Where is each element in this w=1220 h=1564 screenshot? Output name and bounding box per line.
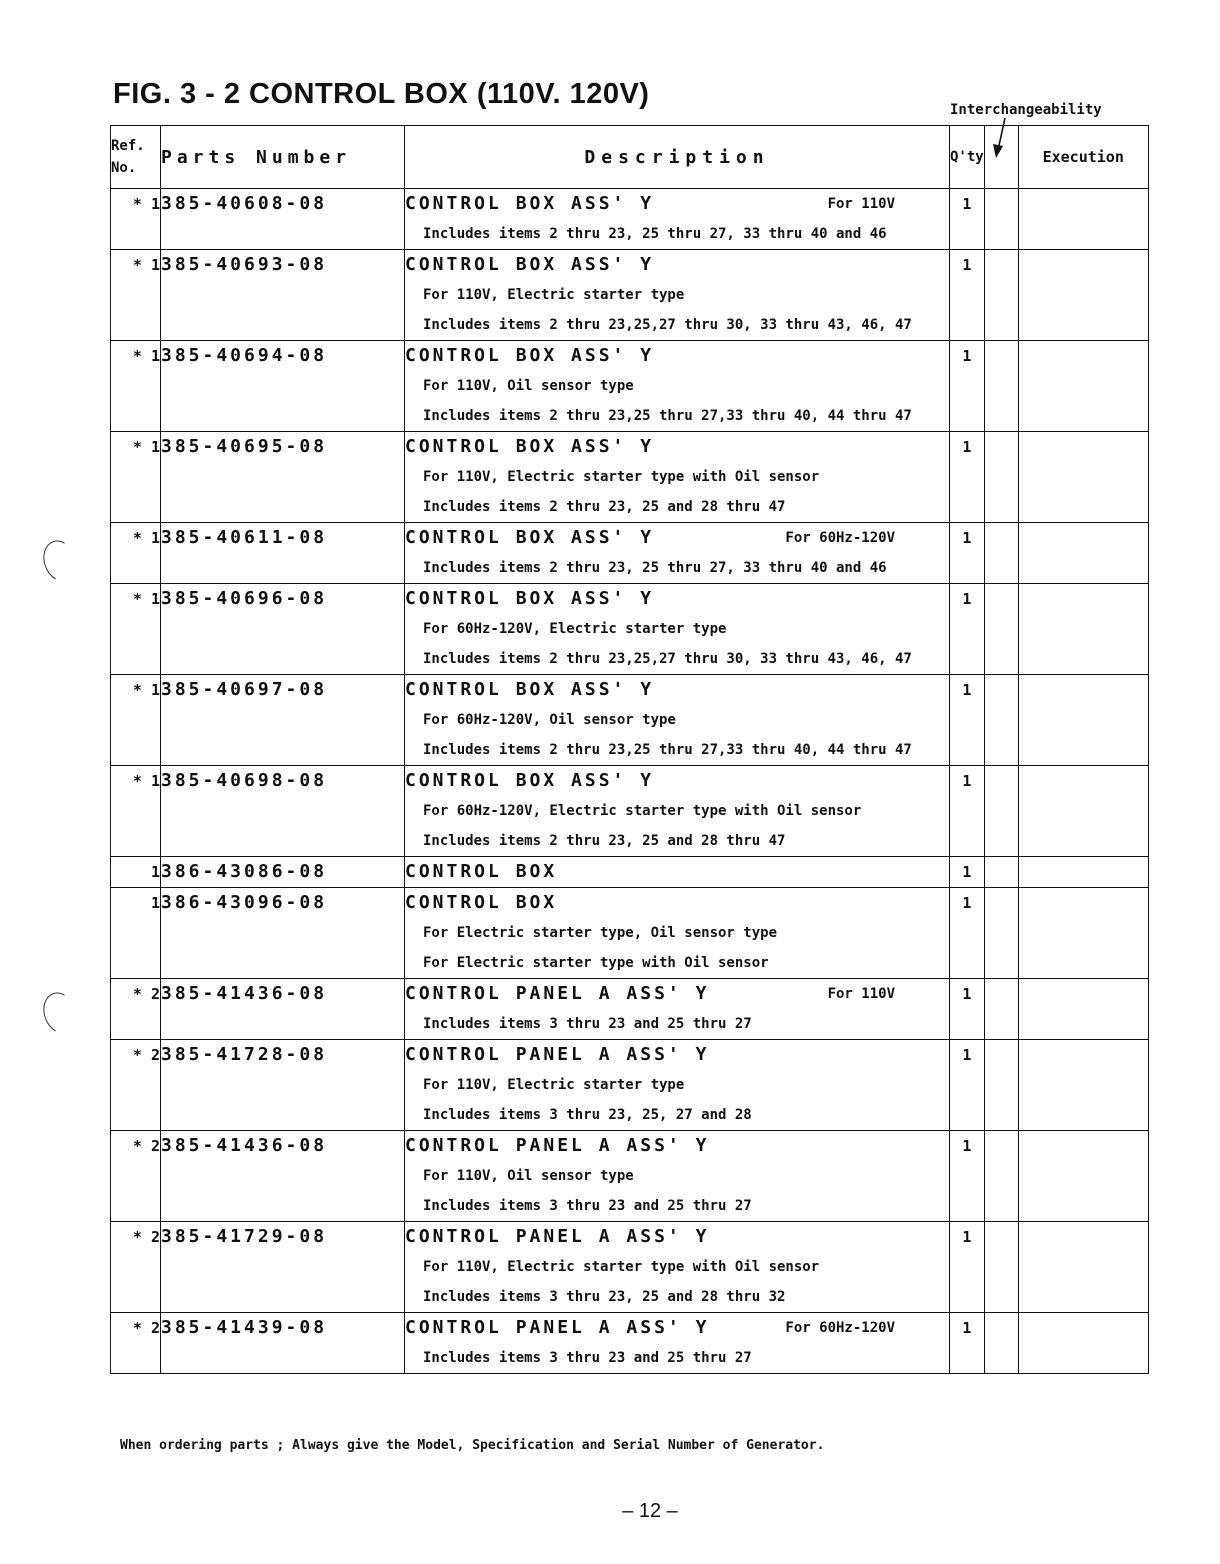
description-detail-line: For 110V, Electric starter type with Oil sensor [423, 469, 820, 485]
description-cell [405, 432, 950, 523]
description-cell [405, 675, 950, 766]
description-cell [405, 979, 950, 1040]
part-number-cell: 385-40694-08 [161, 341, 405, 432]
ref-number-cell: * 2 [111, 1040, 161, 1131]
part-number-cell: 385-41436-08 [161, 1131, 405, 1222]
execution-cell [1018, 1222, 1148, 1313]
description-title [405, 1313, 949, 1343]
qty-cell: 1 [950, 1040, 985, 1131]
qty-cell: 1 [950, 857, 985, 888]
description-title-text: CONTROL PANEL A ASS' Y [405, 1044, 710, 1065]
description-title [405, 857, 949, 887]
description-detail-line: Includes items 2 thru 23, 25 thru 27, 33 thru 40 and 46 [423, 560, 887, 576]
description-detail-line: Includes items 2 thru 23,25,27 thru 30, 33 thru 43, 46, 47 [423, 317, 912, 333]
description-detail-line: For 110V, Oil sensor type [423, 378, 634, 394]
part-number-cell: 385-40611-08 [161, 523, 405, 584]
interchangeability-cell [984, 250, 1018, 341]
qty-cell: 1 [950, 523, 985, 584]
execution-cell [1018, 766, 1148, 857]
part-number-cell: 385-40608-08 [161, 189, 405, 250]
header-ref-no: Ref. No. [111, 126, 161, 189]
description-title [405, 584, 949, 614]
description-title [405, 1222, 949, 1252]
execution-cell [1018, 432, 1148, 523]
header-description: Description [405, 126, 950, 189]
description-title-text: CONTROL BOX ASS' Y [405, 679, 655, 700]
description-title [405, 189, 949, 219]
table-row [111, 888, 1149, 979]
parts-table [110, 125, 1149, 1374]
qty-cell: 1 [950, 189, 985, 250]
interchangeability-label: Interchangeability [950, 102, 1102, 118]
description-title-text: CONTROL BOX ASS' Y [405, 588, 655, 609]
description-cell [405, 189, 950, 250]
execution-cell [1018, 1131, 1148, 1222]
description-detail-line: Includes items 3 thru 23 and 25 thru 27 [423, 1350, 752, 1366]
description-title [405, 675, 949, 705]
description-title-text: CONTROL BOX ASS' Y [405, 254, 655, 275]
ref-number-cell: * 1 [111, 584, 161, 675]
voltage-note: For 110V [827, 196, 895, 212]
description-title-text: CONTROL PANEL A ASS' Y [405, 1135, 710, 1156]
execution-cell [1018, 584, 1148, 675]
description-cell [405, 857, 950, 888]
description-title-text: CONTROL BOX ASS' Y [405, 345, 655, 366]
qty-cell: 1 [950, 432, 985, 523]
qty-cell: 1 [950, 1313, 985, 1374]
qty-cell: 1 [950, 766, 985, 857]
table-row [111, 1222, 1149, 1313]
page-title: FIG. 3 - 2 CONTROL BOX (110V. 120V) [113, 78, 650, 110]
description-detail-line: Includes items 3 thru 23 and 25 thru 27 [423, 1016, 752, 1032]
description-detail-line: For 110V, Electric starter type with Oil sensor [423, 1259, 820, 1275]
description-title-text: CONTROL BOX ASS' Y [405, 770, 655, 791]
description-title [405, 766, 949, 796]
part-number-cell: 385-40693-08 [161, 250, 405, 341]
description-detail-line: Includes items 2 thru 23, 25 thru 27, 33 thru 40 and 46 [423, 226, 887, 242]
description-detail-line: For 110V, Electric starter type [423, 287, 685, 303]
description-title [405, 979, 949, 1009]
description-detail-line: Includes items 2 thru 23, 25 and 28 thru 47 [423, 833, 786, 849]
table-row [111, 341, 1149, 432]
execution-cell [1018, 888, 1148, 979]
ref-number-cell: * 1 [111, 341, 161, 432]
interchangeability-cell [984, 766, 1018, 857]
description-detail-line: For 60Hz-120V, Electric starter type [423, 621, 727, 637]
description-detail-line: For Electric starter type, Oil sensor type [423, 925, 778, 941]
voltage-note: For 60Hz-120V [785, 530, 895, 546]
interchangeability-cell [984, 857, 1018, 888]
table-row [111, 432, 1149, 523]
description-title [405, 1040, 949, 1070]
execution-cell [1018, 523, 1148, 584]
qty-cell: 1 [950, 1131, 985, 1222]
description-title-text: CONTROL PANEL A ASS' Y [405, 983, 710, 1004]
table-header-row [111, 126, 1149, 189]
description-detail-line: Includes items 2 thru 23, 25 and 28 thru 47 [423, 499, 786, 515]
table-row [111, 675, 1149, 766]
description-detail-line: Includes items 2 thru 23,25 thru 27,33 thru 40, 44 thru 47 [423, 742, 912, 758]
part-number-cell: 385-40698-08 [161, 766, 405, 857]
interchangeability-cell [984, 1313, 1018, 1374]
description-title [405, 1131, 949, 1161]
description-title-text: CONTROL BOX [405, 892, 558, 913]
interchangeability-cell [984, 432, 1018, 523]
description-title [405, 888, 949, 918]
qty-cell: 1 [950, 1222, 985, 1313]
part-number-cell: 385-40696-08 [161, 584, 405, 675]
ref-number-cell: * 1 [111, 766, 161, 857]
ref-number-cell: * 1 [111, 432, 161, 523]
description-title-text: CONTROL PANEL A ASS' Y [405, 1317, 710, 1338]
description-title [405, 523, 949, 553]
execution-cell [1018, 250, 1148, 341]
description-cell [405, 1313, 950, 1374]
execution-cell [1018, 675, 1148, 766]
interchangeability-cell [984, 888, 1018, 979]
header-parts-number: Parts Number [161, 126, 405, 189]
description-title [405, 250, 949, 280]
description-title-text: CONTROL PANEL A ASS' Y [405, 1226, 710, 1247]
interchangeability-cell [984, 1040, 1018, 1131]
ordering-note: When ordering parts ; Always give the Model, Specification and Serial Number of Generator. [120, 1438, 825, 1453]
qty-cell: 1 [950, 675, 985, 766]
interchangeability-cell [984, 584, 1018, 675]
ref-number-cell: 1 [111, 857, 161, 888]
table-row [111, 250, 1149, 341]
table-row [111, 584, 1149, 675]
ref-number-cell: * 1 [111, 250, 161, 341]
header-execution: Execution [1018, 126, 1148, 189]
part-number-cell: 385-40697-08 [161, 675, 405, 766]
part-number-cell: 385-41728-08 [161, 1040, 405, 1131]
interchangeability-cell [984, 341, 1018, 432]
interchangeability-cell [984, 189, 1018, 250]
description-detail-line: Includes items 3 thru 23 and 25 thru 27 [423, 1198, 752, 1214]
voltage-note: For 110V [827, 986, 895, 1002]
interchangeability-cell [984, 979, 1018, 1040]
qty-cell: 1 [950, 979, 985, 1040]
description-detail-line: Includes items 2 thru 23,25 thru 27,33 thru 40, 44 thru 47 [423, 408, 912, 424]
execution-cell [1018, 1313, 1148, 1374]
ref-number-cell: * 2 [111, 979, 161, 1040]
description-detail-line: Includes items 3 thru 23, 25 and 28 thru 32 [423, 1289, 786, 1305]
header-qty: Q'ty [950, 126, 985, 189]
interchangeability-cell [984, 1222, 1018, 1313]
interchangeability-cell [984, 675, 1018, 766]
table-row [111, 1040, 1149, 1131]
qty-cell: 1 [950, 250, 985, 341]
ref-number-cell: 1 [111, 888, 161, 979]
description-cell [405, 1222, 950, 1313]
binder-hole-mark [38, 536, 82, 586]
table-row [111, 189, 1149, 250]
description-title-text: CONTROL BOX ASS' Y [405, 436, 655, 457]
description-detail-line: For Electric starter type with Oil sensor [423, 955, 769, 971]
execution-cell [1018, 189, 1148, 250]
part-number-cell: 386-43096-08 [161, 888, 405, 979]
description-detail-line: For 60Hz-120V, Oil sensor type [423, 712, 676, 728]
part-number-cell: 385-41439-08 [161, 1313, 405, 1374]
execution-cell [1018, 1040, 1148, 1131]
table-row [111, 523, 1149, 584]
description-detail-line: For 110V, Electric starter type [423, 1077, 685, 1093]
description-cell [405, 523, 950, 584]
voltage-note: For 60Hz-120V [785, 1320, 895, 1336]
execution-cell [1018, 341, 1148, 432]
description-cell [405, 584, 950, 675]
qty-cell: 1 [950, 341, 985, 432]
part-number-cell: 386-43086-08 [161, 857, 405, 888]
execution-cell [1018, 857, 1148, 888]
description-detail-line: For 60Hz-120V, Electric starter type with Oil sensor [423, 803, 862, 819]
qty-cell: 1 [950, 888, 985, 979]
binder-hole-mark [38, 988, 82, 1038]
table-row [111, 1313, 1149, 1374]
description-cell [405, 1131, 950, 1222]
page-number: – 12 – [622, 1500, 678, 1522]
description-title-text: CONTROL BOX [405, 861, 558, 882]
ref-number-cell: * 2 [111, 1313, 161, 1374]
ref-number-cell: * 1 [111, 523, 161, 584]
ref-number-cell: * 2 [111, 1222, 161, 1313]
execution-cell [1018, 979, 1148, 1040]
description-cell [405, 341, 950, 432]
interchangeability-cell [984, 523, 1018, 584]
description-cell [405, 888, 950, 979]
description-title-text: CONTROL BOX ASS' Y [405, 193, 655, 214]
part-number-cell: 385-41436-08 [161, 979, 405, 1040]
description-title-text: CONTROL BOX ASS' Y [405, 527, 655, 548]
description-title [405, 341, 949, 371]
ref-number-cell: * 2 [111, 1131, 161, 1222]
part-number-cell: 385-41729-08 [161, 1222, 405, 1313]
ref-number-cell: * 1 [111, 675, 161, 766]
ref-number-cell: * 1 [111, 189, 161, 250]
qty-cell: 1 [950, 584, 985, 675]
interchangeability-cell [984, 1131, 1018, 1222]
table-row [111, 1131, 1149, 1222]
table-row [111, 766, 1149, 857]
description-detail-line: Includes items 2 thru 23,25,27 thru 30, 33 thru 43, 46, 47 [423, 651, 912, 667]
description-cell [405, 766, 950, 857]
description-cell [405, 250, 950, 341]
description-detail-line: For 110V, Oil sensor type [423, 1168, 634, 1184]
description-detail-line: Includes items 3 thru 23, 25, 27 and 28 [423, 1107, 752, 1123]
description-cell [405, 1040, 950, 1131]
description-title [405, 432, 949, 462]
table-row [111, 857, 1149, 888]
table-row [111, 979, 1149, 1040]
part-number-cell: 385-40695-08 [161, 432, 405, 523]
header-interchangeability [984, 126, 1018, 189]
